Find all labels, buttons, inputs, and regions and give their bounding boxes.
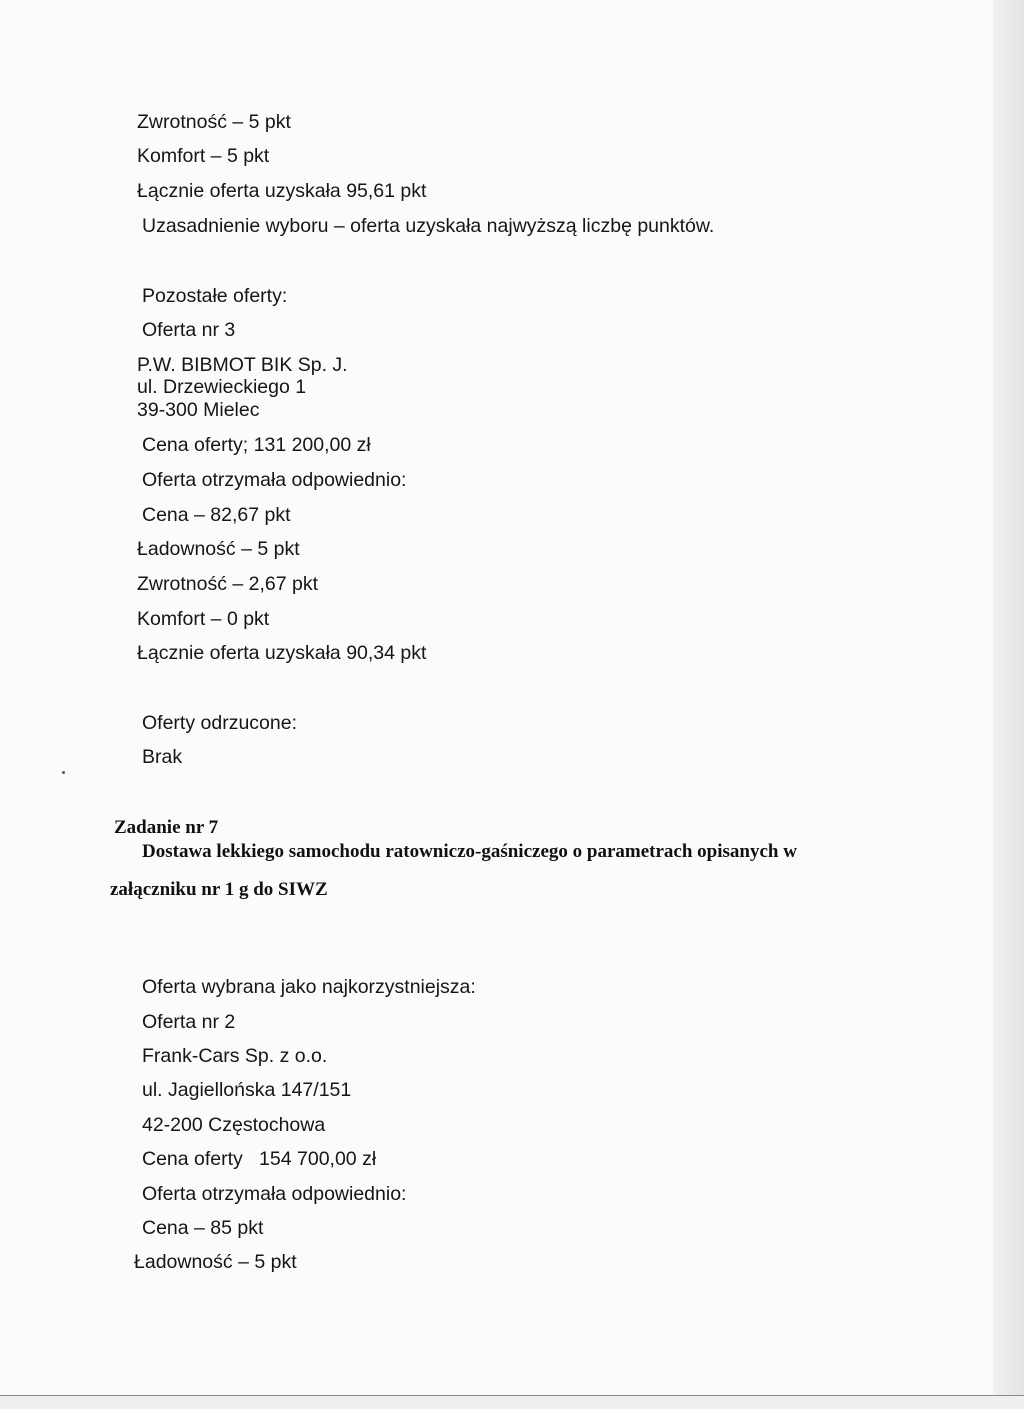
score-line: Zwrotność – 5 pkt xyxy=(137,111,291,133)
justification-line: Uzasadnienie wyboru – oferta uzyskała najwyższą liczbę punktów. xyxy=(142,215,715,237)
rejected-offers-heading: Oferty odrzucone: xyxy=(142,712,297,734)
task-description: załączniku nr 1 g do SIWZ xyxy=(110,879,328,900)
company-name: Frank-Cars Sp. z o.o. xyxy=(142,1045,328,1067)
scan-speck xyxy=(62,771,65,774)
total-score-line: Łącznie oferta uzyskała 90,34 pkt xyxy=(137,642,427,664)
remaining-offers-heading: Pozostałe oferty: xyxy=(142,285,288,307)
company-name: P.W. BIBMOT BIK Sp. J. xyxy=(137,354,348,376)
score-line: Cena – 82,67 pkt xyxy=(142,504,291,526)
task-description: Dostawa lekkiego samochodu ratowniczo-gaśniczego o parametrach opisanych w xyxy=(142,841,797,862)
offer-price: Cena oferty 154 700,00 zł xyxy=(142,1148,377,1170)
received-label: Oferta otrzymała odpowiednio: xyxy=(142,1183,407,1205)
company-city: 39-300 Mielec xyxy=(137,399,260,421)
offer-price: Cena oferty; 131 200,00 zł xyxy=(142,434,371,456)
scan-edge-right xyxy=(993,0,1024,1409)
score-line: Ładowność – 5 pkt xyxy=(137,538,300,560)
score-line: Zwrotność – 2,67 pkt xyxy=(137,573,319,595)
scan-edge-bottom xyxy=(0,1395,1024,1409)
company-street: ul. Jagiellońska 147/151 xyxy=(142,1079,352,1101)
company-city: 42-200 Częstochowa xyxy=(142,1114,326,1136)
score-line: Komfort – 5 pkt xyxy=(137,145,270,167)
offer-number: Oferta nr 2 xyxy=(142,1011,236,1033)
task-title: Zadanie nr 7 xyxy=(114,817,219,838)
selected-offer-heading: Oferta wybrana jako najkorzystniejsza: xyxy=(142,976,476,998)
offer-number: Oferta nr 3 xyxy=(142,319,236,341)
score-line: Komfort – 0 pkt xyxy=(137,608,270,630)
received-label: Oferta otrzymała odpowiednio: xyxy=(142,469,407,491)
rejected-offers-value: Brak xyxy=(142,746,183,768)
total-score-line: Łącznie oferta uzyskała 95,61 pkt xyxy=(137,180,427,202)
score-line: Ładowność – 5 pkt xyxy=(134,1251,297,1273)
score-line: Cena – 85 pkt xyxy=(142,1217,264,1239)
company-street: ul. Drzewieckiego 1 xyxy=(137,376,307,398)
